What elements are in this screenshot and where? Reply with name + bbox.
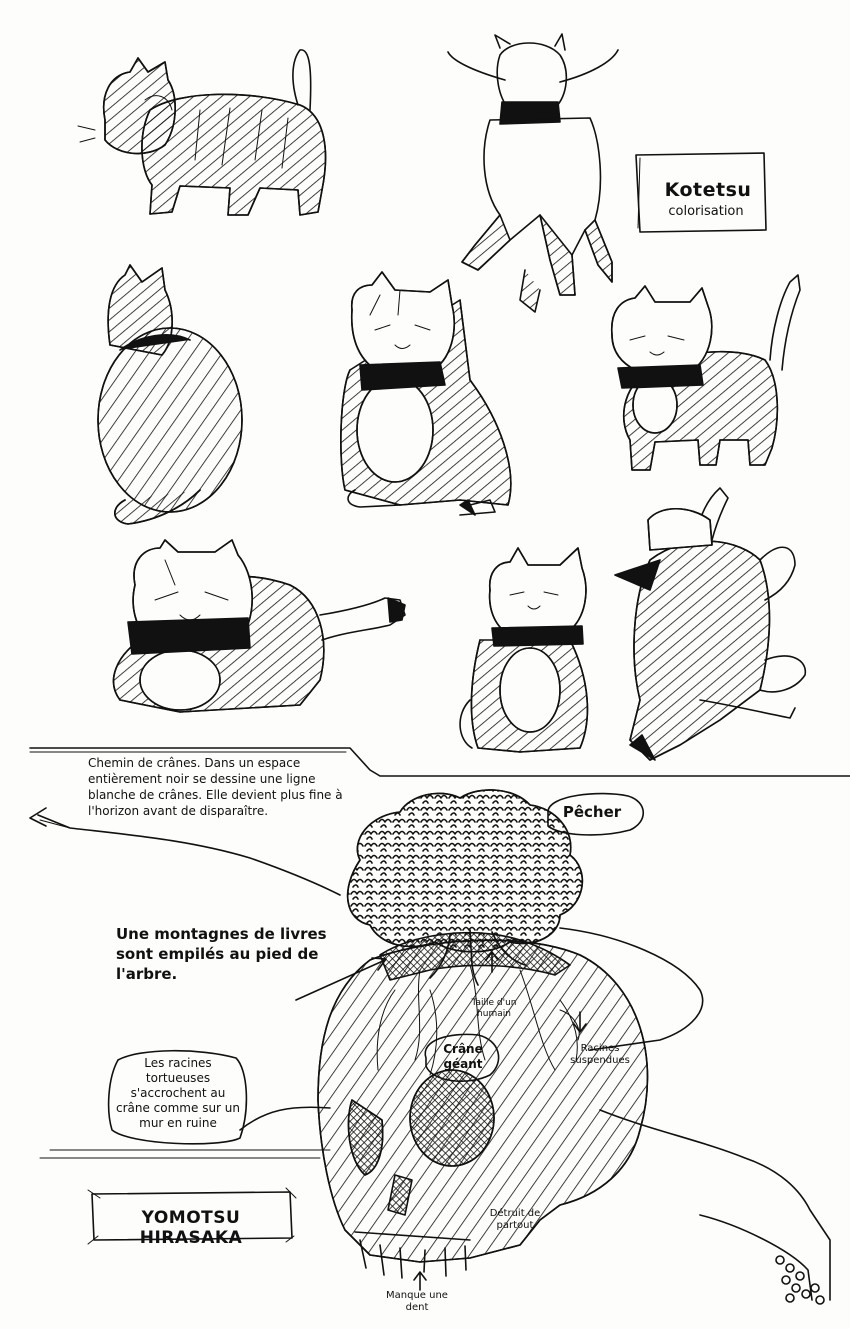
chemin-annotation: Chemin de crânes. Dans un espace entièrement noir se dessine une ligne blanche de crânes. Elle devient plus fine à l'horizon avant de disparaître. [88, 756, 343, 818]
cat-lying-sketch [114, 540, 405, 712]
cat-standing-sketch [612, 275, 800, 470]
cat-sitting-front-sketch [341, 272, 511, 515]
crane-label: Crâne géant [443, 1042, 483, 1071]
racines-tortueuses-annotation: Les racines tortueuses s'accrochent au crâne comme sur un mur en ruine [115, 1056, 241, 1130]
kotetsu-subtitle: colorisation [668, 204, 744, 219]
detruit-annotation: Détruit de partout [489, 1208, 541, 1231]
racines-suspendues-annotation: Racines suspendues [570, 1043, 630, 1066]
cat-sitting-small-sketch [460, 548, 587, 752]
cat-stretching-sketch [615, 488, 805, 760]
pecher-label: Pêcher [562, 803, 622, 821]
yomotsu-title: YOMOTSU HIRASAKA [139, 1208, 243, 1248]
manque-annotation: Manque une dent [386, 1290, 448, 1313]
montagne-annotation: Une montagnes de livres sont empilés au pied de l'arbre. [116, 925, 327, 983]
cat-jumping-sketch [448, 34, 618, 312]
taille-annotation: Taille d'un humain [471, 998, 517, 1019]
kotetsu-title: Kotetsu [664, 179, 752, 201]
cat-walking-sketch [78, 50, 326, 215]
cat-back-view-sketch [98, 265, 242, 524]
